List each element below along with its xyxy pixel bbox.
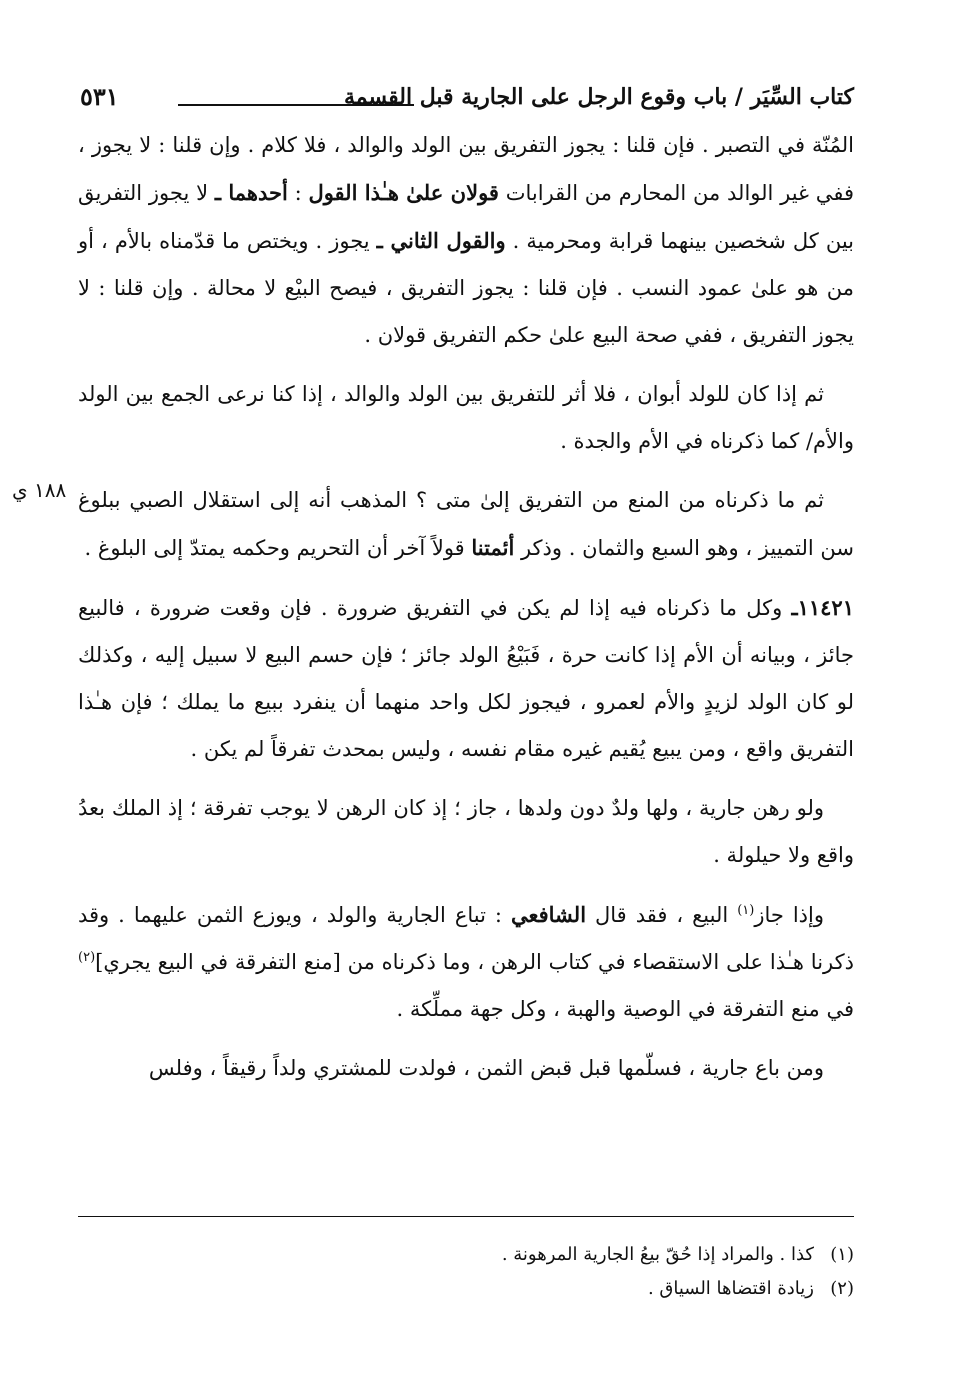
text-run: : تباع الجارية والولد ، ويوزع الثمن عليهما . وقد ذكرنا هـٰذا على الاستقصاء في كتاب الرهن ، وما ذكرناه من [منع التفرقة في البيع يجري] [78,903,854,974]
paragraph [78,122,854,359]
text-run: ثم ما ذكرناه من المنع من التفريق إلىٰ متى ؟ المذهب أنه إلى استقلال الصبي ببلوغ سن التمييز ، وهو السبع والثمان . وذكر [78,488,854,560]
bold-run: أئمتنا [471,535,515,560]
paragraph [78,785,854,879]
footnote-number: (٢) [830,1278,854,1299]
text-run: في منع التفرقة في الوصية والهبة ، وكل جهة مملِّكة . [396,997,854,1021]
text-run: البيع ، فقد قال [586,903,738,927]
text-run: ولو رهن جارية ، ولها ولدٌ دون ولدها ، جاز ؛ إذ كان الرهن لا يوجب تفرقة ؛ إذ الملك بعدُ واقع ولا حيلولة . [78,796,854,867]
text-run: وكل ما ذكرناه فيه إذا لم يكن في التفريق ضرورة . فإن وقعت ضرورة ، فالبيع جائز ، وبيانه أن الأم إذا كانت حرة ، فَبَيْعُ الولد جائز ؛ فإن حسم البيع لا سبيل إليه ، وكذلك لو كان الولد لزيدٍ والأم لعمرو ، فيجوز لكل واحد منهما أن ينفرد ببيع ما يملك ؛ فإن هـٰذا التفريق واقع ، ومن يبيع يُقيم غيره مقام نفسه ، وليس بمحدث تفرقاً لم يكن . [78,596,854,761]
footnotes [78,1238,854,1306]
text-run: وإذا جاز [754,903,824,927]
page-number: ٥٣١ [80,82,119,111]
margin-note: ١٨٨ ي [12,478,67,502]
bold-run: ١١٤٢١ـ [791,595,854,620]
footnote-text: كذا . والمراد إذا حُقّ بيعُ الجارية المرهونة . [501,1244,814,1265]
bold-run: الشافعي [510,902,587,927]
text-body [78,122,854,1092]
footnote-ref: (٢) [78,950,96,965]
paragraph-gap [78,879,854,891]
header-title: كتاب السِّيَر / باب وقوع الرجل على الجارية قبل القسمة [343,84,854,110]
bold-run: قولان علىٰ هـٰذا القول [308,180,499,205]
text-run: ومن باع جارية ، فسلّمها قبل قبض الثمن ، فولدت للمشتري ولداً رقيقاً ، وفلس [148,1056,824,1080]
page-body [78,82,854,1092]
paragraph [78,891,854,1033]
paragraph-gap [78,572,854,584]
running-header [78,82,854,122]
paragraph [78,584,854,773]
footnote-ref: (١) [737,903,755,918]
text-run: ثم إذا كان للولد أبوان ، فلا أثر للتفريق بين الولد والوالد ، إذا كنا نرعى الجمع بين الولد والأم/ كما ذكرناه في الأم والجدة . [78,382,854,453]
paragraph-gap [78,773,854,785]
paragraph-gap [78,359,854,371]
bold-run: أحدهما ـ [214,180,288,205]
text-run: لا يجوز التفريق بين كل شخصين بينهما قرابة ومحرمية . [78,181,854,253]
footnote-1 [78,1238,854,1272]
paragraph [78,477,854,572]
footnote-2 [78,1272,854,1306]
paragraph [78,1045,854,1092]
text-run: يجوز . ويختص ما قدّمناه بالأم ، أو من هو علىٰ عمود النسب . فإن قلنا : يجوز التفريق ، فيصح البيْع لا محالة . وإن قلنا : لا يجوز التفريق ، ففي صحة البيع علىٰ حكم التفريق قولان . [78,229,854,347]
paragraph-gap [78,465,854,477]
text-run: : [287,181,309,205]
text-run: قولاً آخر أن التحريم وحكمه يمتدّ إلى البلوغ . [84,536,472,560]
text-run: المُنّة في التصبر . فإن قلنا : يجوز التفريق بين الولد والوالد ، فلا كلام . وإن قلنا : لا يجوز ، ففي غير الوالد من المحارم من القرابات [78,133,854,205]
footnote-text: زيادة اقتضاها السياق . [647,1278,814,1299]
footnote-rule [78,1216,854,1217]
header-rule [178,104,414,106]
paragraph [78,371,854,465]
paragraph-gap [78,1033,854,1045]
bold-run: والقول الثاني ـ [376,228,506,253]
footnote-number: (١) [830,1244,854,1265]
